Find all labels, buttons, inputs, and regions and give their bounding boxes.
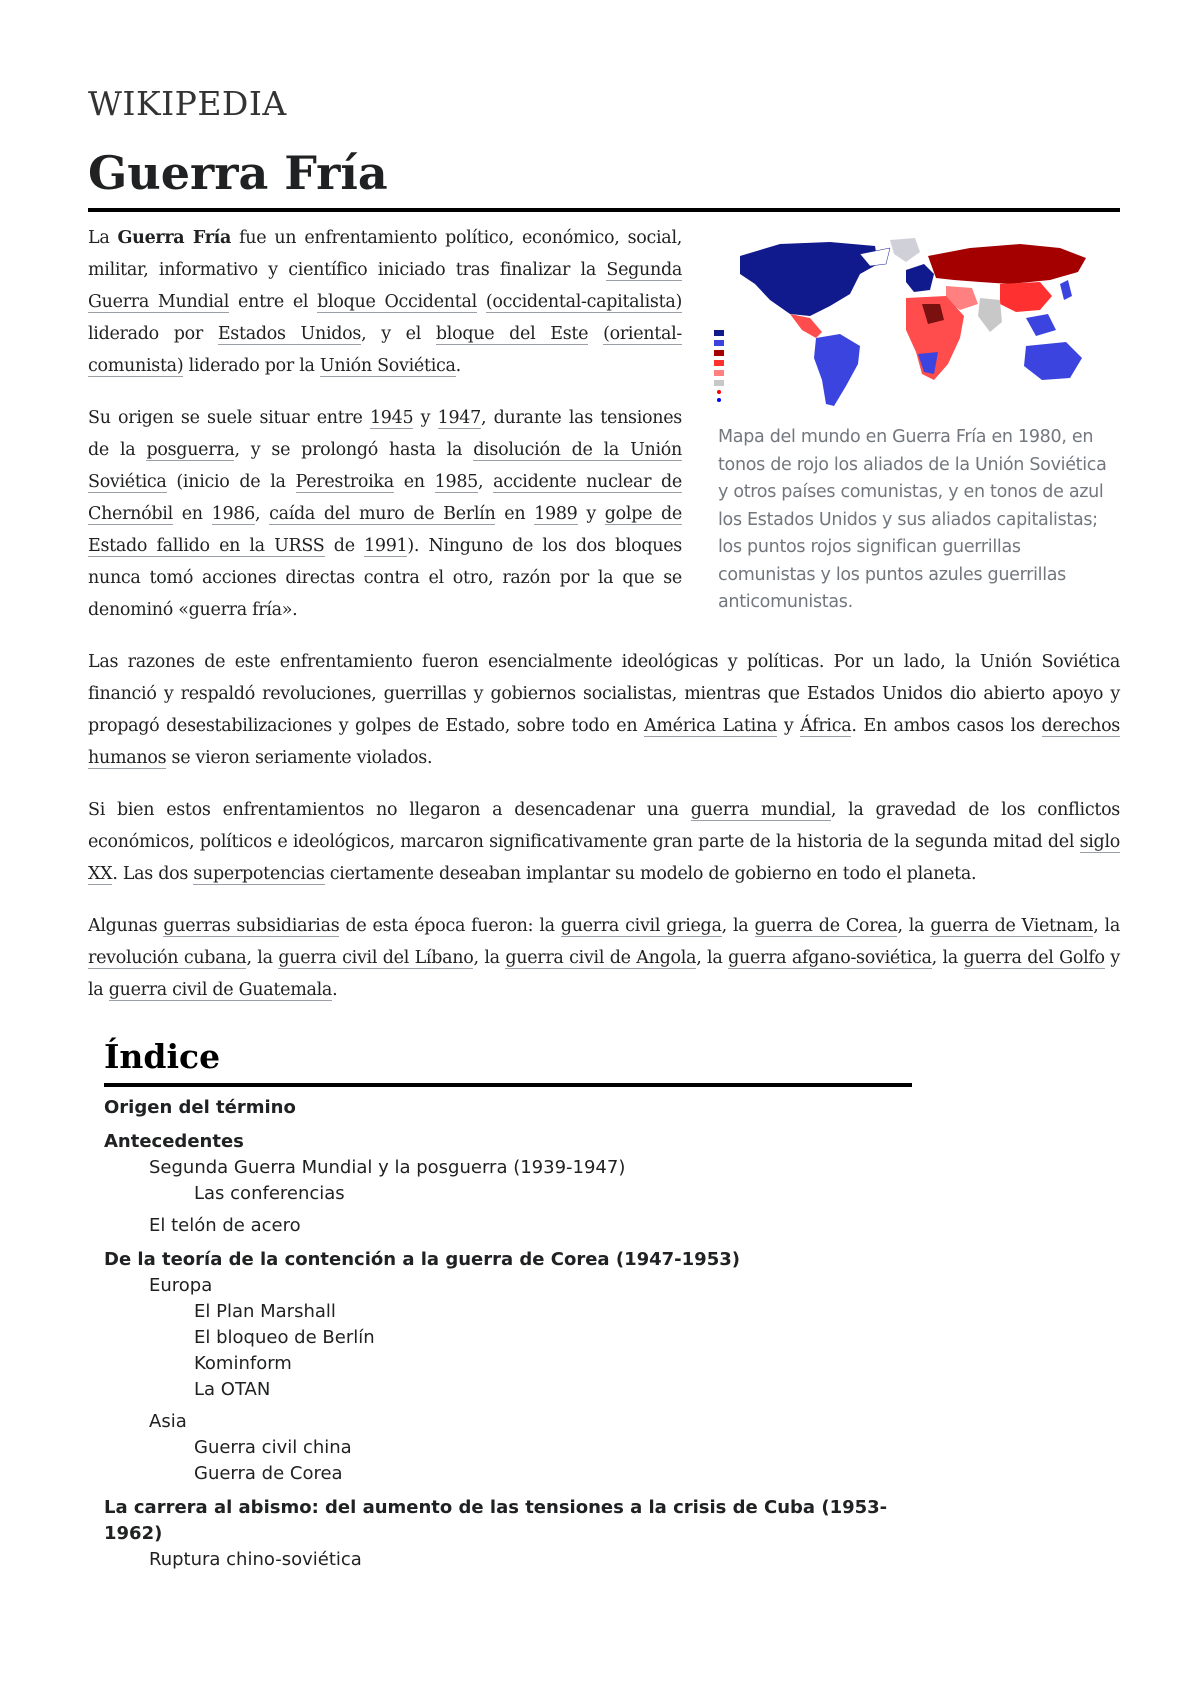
link-oriental-comunista[interactable]: (oriental-comunista): [88, 324, 683, 376]
toc-item[interactable]: El bloqueo de Berlín: [194, 1326, 375, 1348]
page-title: Guerra Fría: [88, 146, 388, 200]
map-caption: Mapa del mundo en Guerra Fría en 1980, en tonos de rojo los aliados de la Unión Soviética y otros países comunistas, y en tonos de azul los Estados Unidos y sus aliados capitalistas; los puntos rojos significan guerrillas comunistas y los puntos azules guerrillas anticomunistas.: [718, 427, 1107, 612]
link-1991[interactable]: 1991: [364, 536, 408, 556]
toc-item[interactable]: Origen del término: [104, 1096, 296, 1118]
link-1989[interactable]: 1989: [534, 504, 578, 524]
toc-title: Índice: [104, 1037, 221, 1076]
link-guerra-corea[interactable]: guerra de Corea: [754, 916, 898, 936]
link-guerra-afgano-sovietica[interactable]: guerra afgano-soviética: [728, 948, 932, 968]
link-estados-unidos[interactable]: Estados Unidos: [217, 324, 362, 344]
paragraph-gravity: Si bien estos enfrentamientos no llegaron a desencadenar una guerra mundial, la gravedad de los conflictos económicos, políticos e ideológicos, marcaron significativamente gran parte de la historia de la segunda mitad del siglo XX. Las dos superpotencias ciertamente deseaban implantar su modelo de gobierno en todo el planeta.: [88, 800, 1120, 884]
link-bloque-del-este[interactable]: bloque del Este: [435, 324, 589, 344]
link-segunda-guerra-mundial[interactable]: Segunda Guerra Mundial: [88, 260, 682, 312]
link-bloque-occidental[interactable]: bloque Occidental: [317, 292, 477, 312]
toc-item[interactable]: Antecedentes: [104, 1130, 244, 1152]
link-occidental-capitalista[interactable]: (occidental-capitalista): [485, 292, 682, 312]
link-guerra-mundial[interactable]: guerra mundial: [690, 800, 831, 820]
link-perestroika[interactable]: Perestroika: [295, 472, 394, 492]
wikipedia-logo[interactable]: WIKIPEDIA: [88, 84, 287, 123]
link-america-latina[interactable]: América Latina: [644, 716, 778, 736]
toc-item[interactable]: La OTAN: [194, 1378, 271, 1400]
paragraph-intro: La Guerra Fría fue un enfrentamiento político, económico, social, militar, informativo y científico iniciado tras finalizar la Segunda Guerra Mundial entre el bloque Occidental (occidental-capitalista) liderado por Estados Unidos, y el bloque del Este (oriental-comunista) liderado por la Unión Soviética.: [88, 228, 683, 376]
toc-item[interactable]: El telón de acero: [149, 1214, 301, 1236]
article-body: [88, 222, 1120, 1026]
paragraph-proxy-wars: Algunas guerras subsidiarias de esta época fueron: la guerra civil griega, la guerra de Corea, la guerra de Vietnam, la revolución cubana, la guerra civil del Líbano, la guerra civil de Angola, la guerra afgano-soviética, la guerra del Golfo y la guerra civil de Guatemala.: [88, 916, 1120, 1000]
link-siglo-xx[interactable]: siglo XX: [88, 832, 1120, 884]
link-guerra-vietnam[interactable]: guerra de Vietnam: [930, 916, 1094, 936]
paragraph-origin: Su origen se suele situar entre 1945 y 1947, durante las tensiones de la posguerra, y se prolongó hasta la disolución de la Unión Soviética (inicio de la Perestroika en 1985, accidente nuclear de Chernóbil en 1986, caída del muro de Berlín en 1989 y golpe de Estado fallido en la URSS de 1991). Ninguno de los dos bloques nunca tomó acciones directas contra el otro, razón por la que se denominó «guerra fría».: [88, 408, 683, 620]
link-guerra-civil-guatemala[interactable]: guerra civil de Guatemala: [108, 980, 333, 1000]
link-golpe-estado-urss[interactable]: golpe de Estado fallido en la URSS: [88, 504, 682, 556]
link-guerra-golfo[interactable]: guerra del Golfo: [963, 948, 1105, 968]
toc-item[interactable]: Guerra civil china: [194, 1436, 352, 1458]
link-guerra-civil-libano[interactable]: guerra civil del Líbano: [278, 948, 474, 968]
link-disolucion-urss[interactable]: disolución de la Unión Soviética: [88, 440, 683, 492]
link-chernobil[interactable]: accidente nuclear de Chernóbil: [88, 472, 682, 524]
toc-item[interactable]: Kominform: [194, 1352, 292, 1374]
bold-term: Guerra Fría: [117, 228, 232, 248]
link-derechos-humanos[interactable]: derechos humanos: [88, 716, 1120, 768]
link-africa[interactable]: África: [800, 716, 852, 736]
toc-item[interactable]: Europa: [149, 1274, 213, 1296]
map-figure: [710, 234, 1120, 617]
link-1985[interactable]: 1985: [434, 472, 478, 492]
link-guerras-subsidiarias[interactable]: guerras subsidiarias: [163, 916, 340, 936]
toc-item[interactable]: Guerra de Corea: [194, 1462, 343, 1484]
toc-item[interactable]: De la teoría de la contención a la guerra de Corea (1947-1953): [104, 1248, 740, 1270]
link-guerra-civil-angola[interactable]: guerra civil de Angola: [505, 948, 697, 968]
link-muro-berlin[interactable]: caída del muro de Berlín: [269, 504, 496, 524]
link-1986[interactable]: 1986: [211, 504, 255, 524]
link-guerra-civil-griega[interactable]: guerra civil griega: [560, 916, 722, 936]
table-of-contents: [104, 1036, 912, 1573]
toc-item[interactable]: Las conferencias: [194, 1182, 345, 1204]
toc-item[interactable]: Asia: [149, 1410, 187, 1432]
link-1945[interactable]: 1945: [369, 408, 414, 428]
link-revolucion-cubana[interactable]: revolución cubana: [88, 948, 247, 968]
toc-item[interactable]: Ruptura chino-soviética: [149, 1548, 362, 1570]
link-1947[interactable]: 1947: [437, 408, 481, 428]
link-superpotencias[interactable]: superpotencias: [193, 864, 325, 884]
toc-item[interactable]: Segunda Guerra Mundial y la posguerra (1939-1947): [149, 1156, 626, 1178]
paragraph-reasons: Las razones de este enfrentamiento fueron esencialmente ideológicas y políticas. Por un lado, la Unión Soviética financió y respaldó revoluciones, guerrillas y gobiernos socialistas, mientras que Estados Unidos dio abierto apoyo y propagó desestabilizaciones y golpes de Estado, sobre todo en América Latina y África. En ambos casos los derechos humanos se vieron seriamente violados.: [88, 652, 1120, 768]
world-map-image[interactable]: [710, 234, 1114, 416]
toc-item[interactable]: La carrera al abismo: del aumento de las tensiones a la crisis de Cuba (1953-1962): [104, 1496, 888, 1544]
toc-divider: [104, 1083, 912, 1087]
toc-item[interactable]: El Plan Marshall: [194, 1300, 336, 1322]
title-divider: [88, 208, 1120, 212]
link-union-sovietica[interactable]: Unión Soviética: [319, 356, 456, 376]
link-posguerra[interactable]: posguerra: [146, 440, 235, 460]
